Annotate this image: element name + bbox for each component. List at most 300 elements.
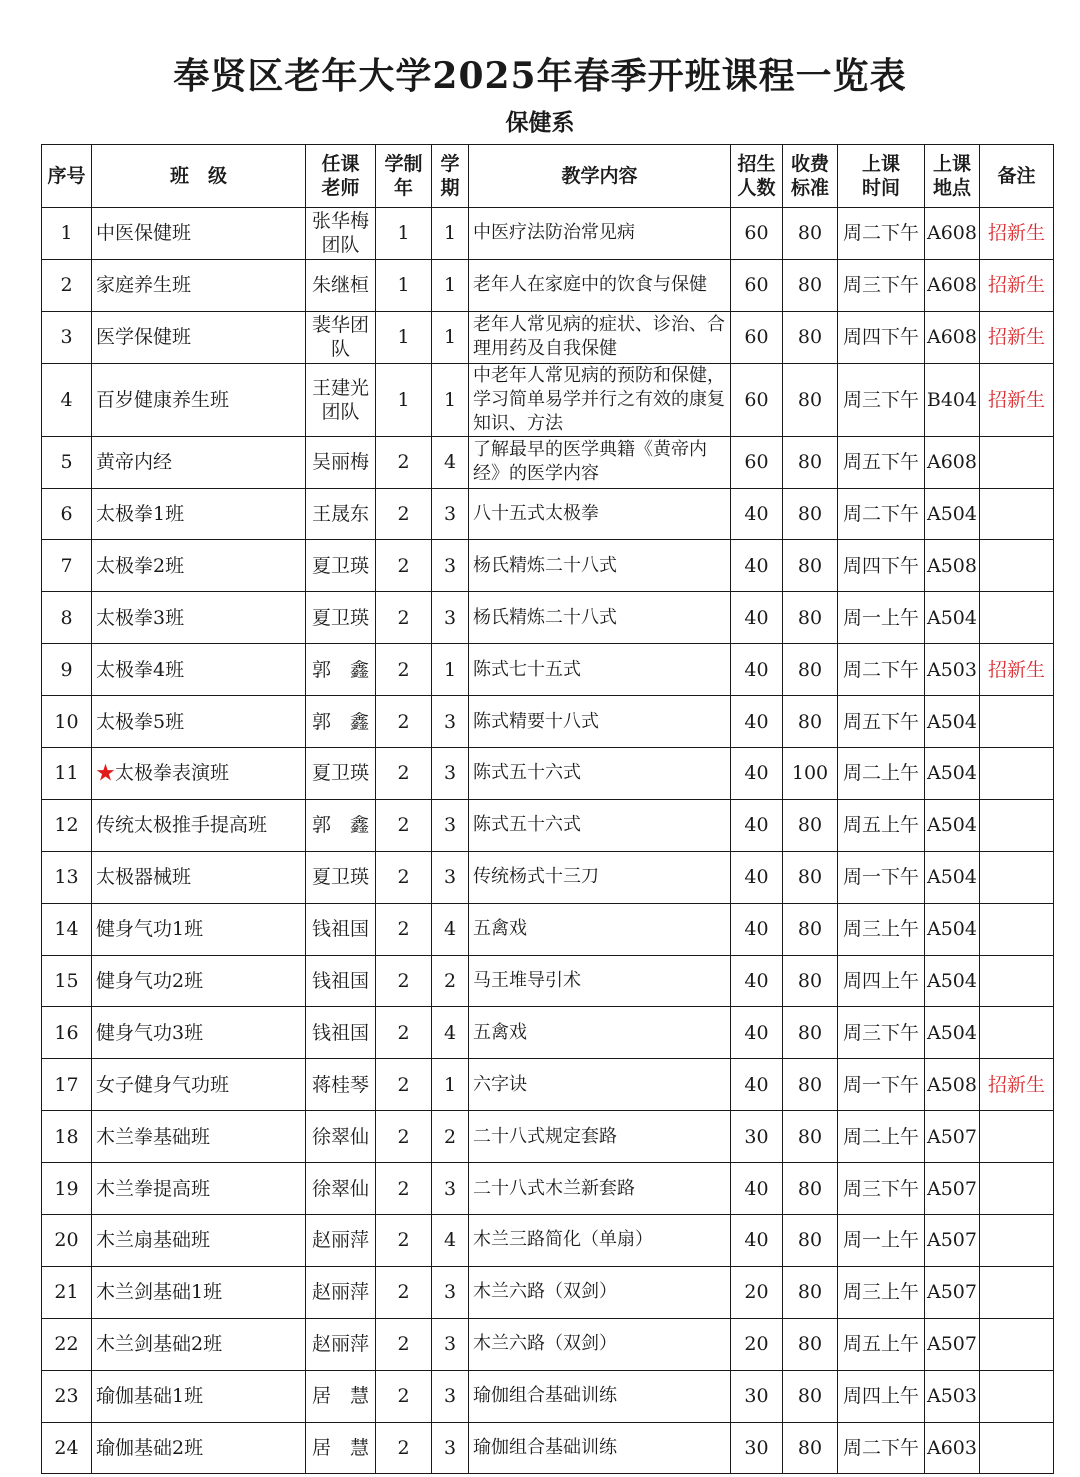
course-content: 中老年人常见病的预防和保健，学习简单易学并行之有效的康复知识、方法 [469, 363, 731, 436]
table-row [42, 1318, 1054, 1370]
note-badge [980, 903, 1054, 955]
fee-value: 80 [783, 1422, 838, 1474]
term-value: 3 [432, 851, 469, 903]
term-value: 3 [432, 592, 469, 644]
teacher-name: 赵丽萍 [306, 1318, 376, 1370]
table-row [42, 1059, 1054, 1111]
years-value: 2 [376, 1007, 432, 1059]
class-time: 周五上午 [838, 799, 925, 851]
table-row [42, 748, 1054, 800]
note-badge [980, 1422, 1054, 1474]
fee-value: 80 [783, 1215, 838, 1267]
class-name: 传统太极推手提高班 [92, 799, 306, 851]
table-row [42, 436, 1054, 488]
teacher-name: 钱祖国 [306, 955, 376, 1007]
table-row [42, 540, 1054, 592]
class-time: 周一下午 [838, 851, 925, 903]
class-time: 周五下午 [838, 436, 925, 488]
table-row [42, 696, 1054, 748]
row-number: 7 [42, 540, 92, 592]
course-content: 五禽戏 [469, 1007, 731, 1059]
fee-value: 80 [783, 799, 838, 851]
enroll-count: 40 [731, 592, 783, 644]
enroll-count: 20 [731, 1318, 783, 1370]
header-no: 序号 [42, 145, 92, 208]
header-teacher: 任课 老师 [306, 145, 376, 208]
years-value: 2 [376, 436, 432, 488]
class-place: A504 [925, 799, 980, 851]
header-note: 备注 [980, 145, 1054, 208]
class-time: 周四上午 [838, 955, 925, 1007]
years-value: 2 [376, 903, 432, 955]
years-value: 2 [376, 851, 432, 903]
class-time: 周五上午 [838, 1318, 925, 1370]
class-place: A504 [925, 1007, 980, 1059]
fee-value: 80 [783, 1059, 838, 1111]
header-years: 学制 年 [376, 145, 432, 208]
years-value: 2 [376, 799, 432, 851]
course-content: 五禽戏 [469, 903, 731, 955]
row-number: 4 [42, 363, 92, 436]
note-badge: 招新生 [980, 1059, 1054, 1111]
term-value: 3 [432, 488, 469, 540]
class-name: 太极拳4班 [92, 644, 306, 696]
term-value: 3 [432, 696, 469, 748]
class-time: 周四上午 [838, 1370, 925, 1422]
years-value: 2 [376, 1318, 432, 1370]
note-badge [980, 1163, 1054, 1215]
table-row [42, 903, 1054, 955]
page-title: 奉贤区老年大学2025年春季开班课程一览表 [173, 55, 907, 97]
class-time: 周三上午 [838, 903, 925, 955]
table-row [42, 955, 1054, 1007]
class-time: 周三下午 [838, 363, 925, 436]
enroll-count: 30 [731, 1422, 783, 1474]
class-name: 百岁健康养生班 [92, 363, 306, 436]
row-number: 15 [42, 955, 92, 1007]
header-term: 学 期 [432, 145, 469, 208]
header-fee: 收费 标准 [783, 145, 838, 208]
row-number: 2 [42, 259, 92, 311]
term-value: 3 [432, 1370, 469, 1422]
class-place: A507 [925, 1266, 980, 1318]
header-content: 教学内容 [469, 145, 731, 208]
enroll-count: 40 [731, 955, 783, 1007]
row-number: 8 [42, 592, 92, 644]
enroll-count: 40 [731, 748, 783, 800]
header-place: 上课 地点 [925, 145, 980, 208]
term-value: 3 [432, 540, 469, 592]
class-time: 周三上午 [838, 1266, 925, 1318]
class-time: 周五下午 [838, 696, 925, 748]
teacher-name: 居 慧 [306, 1422, 376, 1474]
teacher-name: 郭 鑫 [306, 644, 376, 696]
fee-value: 80 [783, 851, 838, 903]
class-time: 周二上午 [838, 1111, 925, 1163]
term-value: 3 [432, 1422, 469, 1474]
course-content: 陈式五十六式 [469, 748, 731, 800]
years-value: 2 [376, 1111, 432, 1163]
teacher-name: 郭 鑫 [306, 696, 376, 748]
table-row [42, 1370, 1054, 1422]
teacher-name: 赵丽萍 [306, 1215, 376, 1267]
row-number: 5 [42, 436, 92, 488]
course-content: 瑜伽组合基础训练 [469, 1422, 731, 1474]
table-row [42, 488, 1054, 540]
term-value: 3 [432, 1318, 469, 1370]
class-time: 周二下午 [838, 488, 925, 540]
enroll-count: 40 [731, 1163, 783, 1215]
term-value: 1 [432, 208, 469, 260]
term-value: 1 [432, 644, 469, 696]
note-badge [980, 1111, 1054, 1163]
class-name: 木兰扇基础班 [92, 1215, 306, 1267]
table-row [42, 1422, 1054, 1474]
class-name [92, 748, 306, 800]
fee-value: 80 [783, 592, 838, 644]
teacher-name: 张华梅团队 [306, 208, 376, 260]
class-name: 太极器械班 [92, 851, 306, 903]
years-value: 2 [376, 592, 432, 644]
class-name: 太极拳5班 [92, 696, 306, 748]
row-number: 17 [42, 1059, 92, 1111]
fee-value: 80 [783, 1111, 838, 1163]
class-name: 健身气功2班 [92, 955, 306, 1007]
table-row [42, 1163, 1054, 1215]
years-value: 2 [376, 1266, 432, 1318]
term-value: 4 [432, 1007, 469, 1059]
course-content: 老年人常见病的症状、诊治、合理用药及自我保健 [469, 311, 731, 363]
term-value: 4 [432, 436, 469, 488]
class-time: 周一下午 [838, 1059, 925, 1111]
note-badge [980, 748, 1054, 800]
enroll-count: 40 [731, 903, 783, 955]
note-badge: 招新生 [980, 363, 1054, 436]
row-number: 12 [42, 799, 92, 851]
class-name: 太极拳3班 [92, 592, 306, 644]
row-number: 9 [42, 644, 92, 696]
note-badge [980, 488, 1054, 540]
enroll-count: 40 [731, 644, 783, 696]
fee-value: 80 [783, 208, 838, 260]
note-badge [980, 592, 1054, 644]
years-value: 2 [376, 644, 432, 696]
teacher-name: 徐翠仙 [306, 1163, 376, 1215]
course-content: 陈式五十六式 [469, 799, 731, 851]
term-value: 3 [432, 799, 469, 851]
class-place: A503 [925, 644, 980, 696]
class-name: 女子健身气功班 [92, 1059, 306, 1111]
teacher-name: 夏卫瑛 [306, 540, 376, 592]
row-number: 19 [42, 1163, 92, 1215]
teacher-name: 王建光团队 [306, 363, 376, 436]
class-place: A508 [925, 540, 980, 592]
row-number: 22 [42, 1318, 92, 1370]
enroll-count: 30 [731, 1111, 783, 1163]
note-badge [980, 1215, 1054, 1267]
class-place: A508 [925, 1059, 980, 1111]
course-content: 陈式精要十八式 [469, 696, 731, 748]
teacher-name: 钱祖国 [306, 903, 376, 955]
fee-value: 80 [783, 1370, 838, 1422]
table-row [42, 259, 1054, 311]
course-content: 马王堆导引术 [469, 955, 731, 1007]
table-header-row [42, 145, 1054, 208]
teacher-name: 徐翠仙 [306, 1111, 376, 1163]
class-name: 太极拳2班 [92, 540, 306, 592]
course-content: 老年人在家庭中的饮食与保健 [469, 259, 731, 311]
class-name: 木兰剑基础1班 [92, 1266, 306, 1318]
enroll-count: 40 [731, 696, 783, 748]
class-time: 周三下午 [838, 259, 925, 311]
note-badge [980, 696, 1054, 748]
note-badge [980, 1266, 1054, 1318]
note-badge [980, 955, 1054, 1007]
class-name: 木兰剑基础2班 [92, 1318, 306, 1370]
class-time: 周三下午 [838, 1007, 925, 1059]
course-content: 木兰六路（双剑） [469, 1318, 731, 1370]
row-number: 13 [42, 851, 92, 903]
fee-value: 80 [783, 1318, 838, 1370]
years-value: 2 [376, 1059, 432, 1111]
class-name: 健身气功1班 [92, 903, 306, 955]
class-place: A504 [925, 748, 980, 800]
teacher-name: 郭 鑫 [306, 799, 376, 851]
class-time: 周一上午 [838, 1215, 925, 1267]
class-place: A504 [925, 955, 980, 1007]
course-content: 八十五式太极拳 [469, 488, 731, 540]
class-place: A503 [925, 1370, 980, 1422]
class-place: A608 [925, 436, 980, 488]
table-row [42, 592, 1054, 644]
years-value: 2 [376, 748, 432, 800]
class-name: 木兰拳基础班 [92, 1111, 306, 1163]
row-number: 14 [42, 903, 92, 955]
course-content: 传统杨式十三刀 [469, 851, 731, 903]
table-row [42, 363, 1054, 436]
enroll-count: 20 [731, 1266, 783, 1318]
enroll-count: 40 [731, 851, 783, 903]
class-place: A507 [925, 1318, 980, 1370]
teacher-name: 夏卫瑛 [306, 592, 376, 644]
fee-value: 80 [783, 696, 838, 748]
class-time: 周三下午 [838, 1163, 925, 1215]
row-number: 3 [42, 311, 92, 363]
course-content: 木兰六路（双剑） [469, 1266, 731, 1318]
fee-value: 80 [783, 436, 838, 488]
class-time: 周二下午 [838, 1422, 925, 1474]
years-value: 1 [376, 363, 432, 436]
class-name: 中医保健班 [92, 208, 306, 260]
class-place: A507 [925, 1163, 980, 1215]
row-number: 23 [42, 1370, 92, 1422]
enroll-count: 40 [731, 540, 783, 592]
class-place: A504 [925, 488, 980, 540]
years-value: 2 [376, 488, 432, 540]
teacher-name: 赵丽萍 [306, 1266, 376, 1318]
course-content: 杨氏精炼二十八式 [469, 592, 731, 644]
enroll-count: 40 [731, 799, 783, 851]
course-content: 二十八式规定套路 [469, 1111, 731, 1163]
class-place: A504 [925, 592, 980, 644]
note-badge [980, 540, 1054, 592]
years-value: 2 [376, 1215, 432, 1267]
class-name: 家庭养生班 [92, 259, 306, 311]
table-row [42, 644, 1054, 696]
class-time: 周二下午 [838, 208, 925, 260]
fee-value: 80 [783, 903, 838, 955]
note-badge [980, 436, 1054, 488]
note-badge [980, 1007, 1054, 1059]
years-value: 1 [376, 311, 432, 363]
enroll-count: 60 [731, 363, 783, 436]
row-number: 16 [42, 1007, 92, 1059]
fee-value: 80 [783, 363, 838, 436]
class-name-text: 太极拳表演班 [115, 762, 230, 785]
note-badge: 招新生 [980, 311, 1054, 363]
term-value: 1 [432, 259, 469, 311]
course-content: 六字诀 [469, 1059, 731, 1111]
row-number: 21 [42, 1266, 92, 1318]
enroll-count: 40 [731, 1007, 783, 1059]
fee-value: 80 [783, 259, 838, 311]
class-place: A507 [925, 1215, 980, 1267]
term-value: 2 [432, 1111, 469, 1163]
note-badge: 招新生 [980, 259, 1054, 311]
course-content: 瑜伽组合基础训练 [469, 1370, 731, 1422]
fee-value: 80 [783, 644, 838, 696]
term-value: 1 [432, 363, 469, 436]
fee-value: 80 [783, 1266, 838, 1318]
teacher-name: 王晟东 [306, 488, 376, 540]
fee-value: 100 [783, 748, 838, 800]
class-name: 黄帝内经 [92, 436, 306, 488]
teacher-name: 居 慧 [306, 1370, 376, 1422]
teacher-name: 夏卫瑛 [306, 851, 376, 903]
fee-value: 80 [783, 311, 838, 363]
table-row [42, 1007, 1054, 1059]
course-content: 杨氏精炼二十八式 [469, 540, 731, 592]
class-place: A504 [925, 696, 980, 748]
teacher-name: 朱继桓 [306, 259, 376, 311]
years-value: 1 [376, 208, 432, 260]
class-time: 周一上午 [838, 592, 925, 644]
term-value: 1 [432, 1059, 469, 1111]
row-number: 18 [42, 1111, 92, 1163]
table-row [42, 311, 1054, 363]
note-badge [980, 851, 1054, 903]
enroll-count: 40 [731, 488, 783, 540]
class-place: A507 [925, 1111, 980, 1163]
fee-value: 80 [783, 1007, 838, 1059]
term-value: 4 [432, 1215, 469, 1267]
header-time: 上课 时间 [838, 145, 925, 208]
course-content: 了解最早的医学典籍《黄帝内经》的医学内容 [469, 436, 731, 488]
class-place: A608 [925, 208, 980, 260]
row-number: 6 [42, 488, 92, 540]
class-place: A608 [925, 259, 980, 311]
row-number: 10 [42, 696, 92, 748]
class-place: A603 [925, 1422, 980, 1474]
class-place: B404 [925, 363, 980, 436]
header-class: 班 级 [92, 145, 306, 208]
teacher-name: 钱祖国 [306, 1007, 376, 1059]
fee-value: 80 [783, 540, 838, 592]
class-place: A504 [925, 903, 980, 955]
teacher-name: 吴丽梅 [306, 436, 376, 488]
enroll-count: 40 [731, 1215, 783, 1267]
header-enroll: 招生 人数 [731, 145, 783, 208]
note-badge [980, 1318, 1054, 1370]
years-value: 2 [376, 1370, 432, 1422]
row-number: 11 [42, 748, 92, 800]
table-body [42, 208, 1054, 1474]
years-value: 2 [376, 1163, 432, 1215]
class-time: 周四下午 [838, 540, 925, 592]
teacher-name: 裴华团队 [306, 311, 376, 363]
note-badge [980, 1370, 1054, 1422]
class-time: 周二下午 [838, 644, 925, 696]
years-value: 2 [376, 955, 432, 1007]
enroll-count: 60 [731, 311, 783, 363]
enroll-count: 60 [731, 259, 783, 311]
row-number: 24 [42, 1422, 92, 1474]
class-name: 瑜伽基础1班 [92, 1370, 306, 1422]
department-subtitle: 保健系 [505, 110, 575, 136]
enroll-count: 40 [731, 1059, 783, 1111]
term-value: 1 [432, 311, 469, 363]
class-name: 医学保健班 [92, 311, 306, 363]
row-number: 1 [42, 208, 92, 260]
course-content: 陈式七十五式 [469, 644, 731, 696]
course-content: 木兰三路简化（单扇） [469, 1215, 731, 1267]
enroll-count: 60 [731, 436, 783, 488]
fee-value: 80 [783, 1163, 838, 1215]
course-content: 二十八式木兰新套路 [469, 1163, 731, 1215]
course-table [41, 144, 1054, 1474]
class-name: 木兰拳提高班 [92, 1163, 306, 1215]
term-value: 3 [432, 748, 469, 800]
table-row [42, 1266, 1054, 1318]
teacher-name: 蒋桂琴 [306, 1059, 376, 1111]
years-value: 2 [376, 696, 432, 748]
fee-value: 80 [783, 955, 838, 1007]
table-row [42, 851, 1054, 903]
enroll-count: 60 [731, 208, 783, 260]
note-badge: 招新生 [980, 208, 1054, 260]
course-content: 中医疗法防治常见病 [469, 208, 731, 260]
star-icon: ★ [96, 762, 116, 785]
class-name: 健身气功3班 [92, 1007, 306, 1059]
term-value: 4 [432, 903, 469, 955]
table-row [42, 799, 1054, 851]
class-place: A504 [925, 851, 980, 903]
years-value: 2 [376, 540, 432, 592]
enroll-count: 30 [731, 1370, 783, 1422]
note-badge [980, 799, 1054, 851]
term-value: 3 [432, 1163, 469, 1215]
term-value: 3 [432, 1266, 469, 1318]
row-number: 20 [42, 1215, 92, 1267]
table-row [42, 208, 1054, 260]
teacher-name: 夏卫瑛 [306, 748, 376, 800]
class-name: 瑜伽基础2班 [92, 1422, 306, 1474]
note-badge: 招新生 [980, 644, 1054, 696]
years-value: 2 [376, 1422, 432, 1474]
term-value: 2 [432, 955, 469, 1007]
class-place: A608 [925, 311, 980, 363]
table-row [42, 1215, 1054, 1267]
